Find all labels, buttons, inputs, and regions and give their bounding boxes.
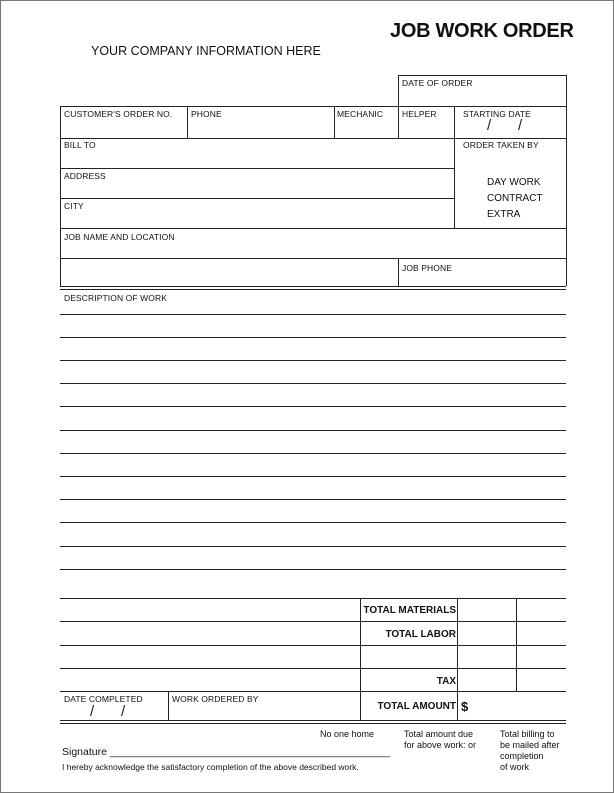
grid-line [516, 598, 517, 691]
order-taken-by-field[interactable]: ORDER TAKEN BY [463, 140, 539, 150]
city-field[interactable]: CITY [64, 201, 84, 211]
grid-line [60, 289, 566, 290]
grid-line [60, 168, 454, 169]
contract-type-day-work[interactable]: DAY WORK [487, 177, 541, 188]
grid-line [334, 106, 335, 138]
description-line[interactable] [60, 522, 566, 523]
company-info: YOUR COMPANY INFORMATION HERE [91, 44, 321, 58]
description-line[interactable] [60, 499, 566, 500]
date-separator: / [487, 117, 492, 134]
description-line[interactable] [60, 430, 566, 431]
form-title: JOB WORK ORDER [390, 20, 574, 42]
grid-line [60, 645, 566, 646]
description-label: DESCRIPTION OF WORK [64, 293, 167, 303]
date-of-order-field[interactable]: DATE OF ORDER [402, 78, 473, 88]
bill-to-field[interactable]: BILL TO [64, 140, 96, 150]
grid-line [398, 75, 399, 138]
description-line[interactable] [60, 476, 566, 477]
helper-field[interactable]: HELPER [402, 109, 437, 119]
no-one-home-option[interactable]: No one home [320, 729, 375, 739]
date-completed-field[interactable]: DATE COMPLETED [64, 694, 143, 704]
grid-line [454, 106, 455, 228]
grid-line [60, 691, 566, 692]
grid-line [566, 75, 567, 286]
dollar-sign: $ [461, 699, 469, 714]
total-labor-label: TOTAL LABOR [385, 629, 456, 640]
signature-line[interactable]: Signature ________________________________________________ [62, 746, 391, 758]
grid-line [60, 598, 566, 599]
grid-line [60, 286, 566, 287]
job-phone-field[interactable]: JOB PHONE [402, 263, 453, 273]
grid-line [60, 198, 454, 199]
grid-line [60, 621, 566, 622]
grid-line [60, 138, 566, 139]
total-amount-label: TOTAL AMOUNT [377, 701, 456, 712]
address-field[interactable]: ADDRESS [64, 171, 106, 181]
description-line[interactable] [60, 546, 566, 547]
description-line[interactable] [60, 383, 566, 384]
grid-line [60, 106, 566, 107]
tax-label: TAX [436, 676, 456, 687]
job-name-location-field[interactable]: JOB NAME AND LOCATION [64, 232, 175, 242]
description-line[interactable] [60, 453, 566, 454]
grid-line [398, 75, 566, 76]
billing-option[interactable]: Total billing to be mailed after completion of work [500, 729, 560, 772]
grid-line [60, 106, 61, 286]
amount-due-option[interactable]: Total amount due for above work: or [404, 729, 477, 750]
mechanic-field[interactable]: MECHANIC [337, 109, 384, 119]
date-separator: / [121, 703, 126, 720]
grid-line [60, 720, 566, 721]
description-line[interactable] [60, 337, 566, 338]
grid-line [60, 723, 566, 724]
grid-line [168, 691, 169, 720]
date-separator: / [518, 117, 523, 134]
description-line[interactable] [60, 360, 566, 361]
total-materials-label: TOTAL MATERIALS [363, 605, 456, 616]
grid-line [60, 668, 566, 669]
contract-type-extra[interactable]: EXTRA [487, 209, 521, 220]
grid-line [60, 258, 566, 259]
phone-field[interactable]: PHONE [191, 109, 222, 119]
grid-line [398, 258, 399, 286]
work-ordered-by-field[interactable]: WORK ORDERED BY [172, 694, 259, 704]
date-separator: / [90, 703, 95, 720]
grid-line [360, 598, 361, 720]
grid-line [60, 228, 566, 229]
description-line[interactable] [60, 569, 566, 570]
grid-line [187, 106, 188, 138]
contract-type-contract[interactable]: CONTRACT [487, 193, 543, 204]
starting-date-field[interactable]: STARTING DATE [463, 109, 531, 119]
grid-line [457, 598, 458, 720]
description-line[interactable] [60, 314, 566, 315]
customers-order-no-field[interactable]: CUSTOMER'S ORDER NO. [64, 109, 173, 119]
acknowledgement-text: I hereby acknowledge the satisfactory completion of the above described work. [62, 762, 359, 772]
description-line[interactable] [60, 406, 566, 407]
